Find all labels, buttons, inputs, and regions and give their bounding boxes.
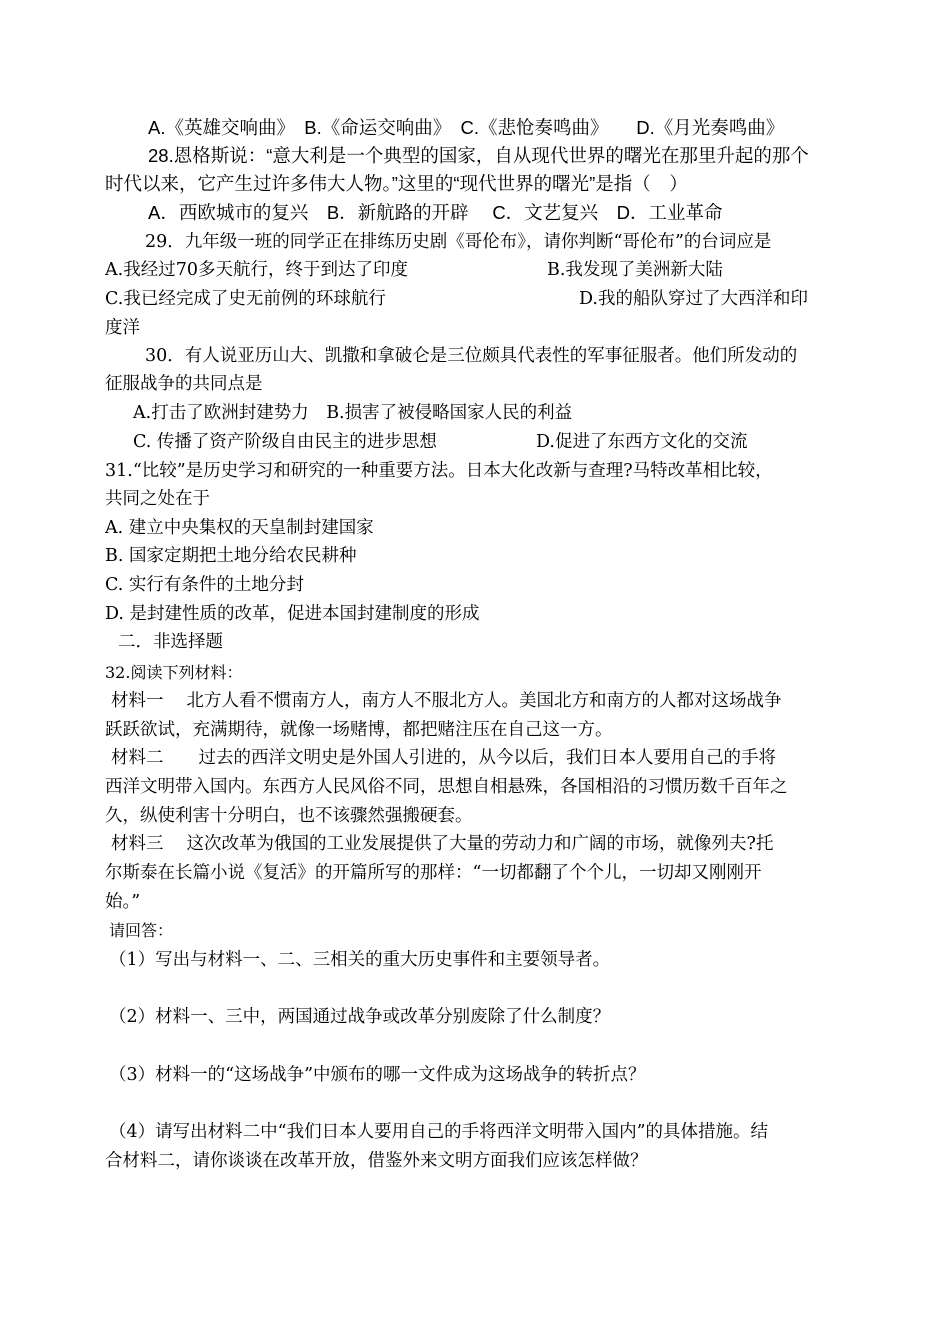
- q31-stem-line2: 共同之处在于: [105, 489, 210, 509]
- q32-sub4-line1: （4）请写出材料二中“我们日本人要用自己的手将西洋文明带入国内”的具体措施。结: [109, 1122, 769, 1142]
- q32-material3-line3: 始。”: [105, 892, 141, 912]
- q31-option-d: D. 是封建性质的改革，促进本国封建制度的形成: [105, 604, 480, 624]
- q32-material2-line1: 材料二 过去的西洋文明史是外国人引进的，从今以后，我们日本人要用自己的手将: [111, 748, 776, 768]
- q32-material3-line2: 尔斯泰在长篇小说《复活》的开篇所写的那样：“一切都翻了个个儿，一切却又刚刚开: [105, 863, 762, 883]
- q32-sub2: （2）材料一、三中，两国通过战争或改革分别废除了什么制度？: [109, 1007, 611, 1027]
- q29-option-d: D.我的船队穿过了大西洋和印: [579, 289, 808, 309]
- q31-option-b: B. 国家定期把土地分给农民耕种: [105, 546, 357, 566]
- q32-material1-line2: 跃跃欲试，充满期待，就像一场赌博，都把赌注压在自己这一方。: [105, 720, 613, 740]
- q31-option-c: C. 实行有条件的土地分封: [105, 575, 304, 595]
- q32-material1-line1: 材料一 北方人看不惯南方人，南方人不服北方人。美国北方和南方的人都对这场战争: [111, 691, 782, 711]
- q29-option-c: C.我已经完成了史无前例的环球航行: [105, 289, 386, 309]
- q28-stem-line2: 时代以来，它产生过许多伟大人物。”这里的“现代世界的曙光”是指（ ）: [105, 173, 688, 194]
- q29-option-b: B.我发现了美洲新大陆: [547, 260, 723, 280]
- q30-stem-line2: 征服战争的共同点是: [105, 374, 263, 394]
- q28-options: A．西欧城市的复兴 B．新航路的开辟 C．文艺复兴 D．工业革命: [148, 202, 723, 223]
- q32-sub4-line2: 合材料二，请你谈谈在改革开放，借鉴外来文明方面我们应该怎样做？: [105, 1151, 648, 1171]
- q32-material3-line1: 材料三 这次改革为俄国的工业发展提供了大量的劳动力和广阔的市场，就像列夫?托: [111, 834, 774, 854]
- q29-option-d-cont: 度洋: [105, 318, 140, 338]
- q30-option-d: D.促进了东西方文化的交流: [536, 432, 748, 452]
- q30-stem-line1: 30．有人说亚历山大、凯撒和拿破仑是三位颇具代表性的军事征服者。他们所发动的: [145, 346, 798, 366]
- q32-sub1: （1）写出与材料一、二、三相关的重大历史事件和主要领导者。: [109, 950, 611, 970]
- q32-material2-line2: 西洋文明带入国内。东西方人民风俗不同，思想自相悬殊，各国相沿的习惯历数千百年之: [105, 777, 788, 797]
- q32-material2-line3: 久，纵使利害十分明白，也不该骤然强搬硬套。: [105, 806, 473, 826]
- q29-option-a: A.我经过70多天航行，终于到达了印度: [105, 260, 408, 280]
- q32-prompt: 请回答：: [109, 921, 174, 940]
- q32-intro: 32.阅读下列材料：: [105, 663, 243, 682]
- q32-sub3: （3）材料一的“这场战争”中颁布的哪一文件成为这场战争的转折点？: [109, 1065, 646, 1085]
- q31-stem-line1: 31.“比较”是历史学习和研究的一种重要方法。日本大化改新与查理?马特改革相比较，: [105, 461, 773, 481]
- q27-options: A.《英雄交响曲》 B.《命运交响曲》 C.《悲怆奏鸣曲》 D.《月光奏鸣曲》: [148, 117, 785, 138]
- section2-heading: 二．非选择题: [118, 632, 223, 652]
- q28-stem-line1: 28.恩格斯说：“意大利是一个典型的国家，自从现代世界的曙光在那里升起的那个: [148, 145, 809, 166]
- q30-options-line1: A.打击了欧洲封建势力 B.损害了被侵略国家人民的利益: [133, 403, 573, 423]
- q30-option-c: C. 传播了资产阶级自由民主的进步思想: [133, 432, 437, 452]
- q31-option-a: A. 建立中央集权的天皇制封建国家: [105, 518, 374, 538]
- q29-stem: 29．九年级一班的同学正在排练历史剧《哥伦布》，请你判断“哥伦布”的台词应是: [145, 232, 772, 252]
